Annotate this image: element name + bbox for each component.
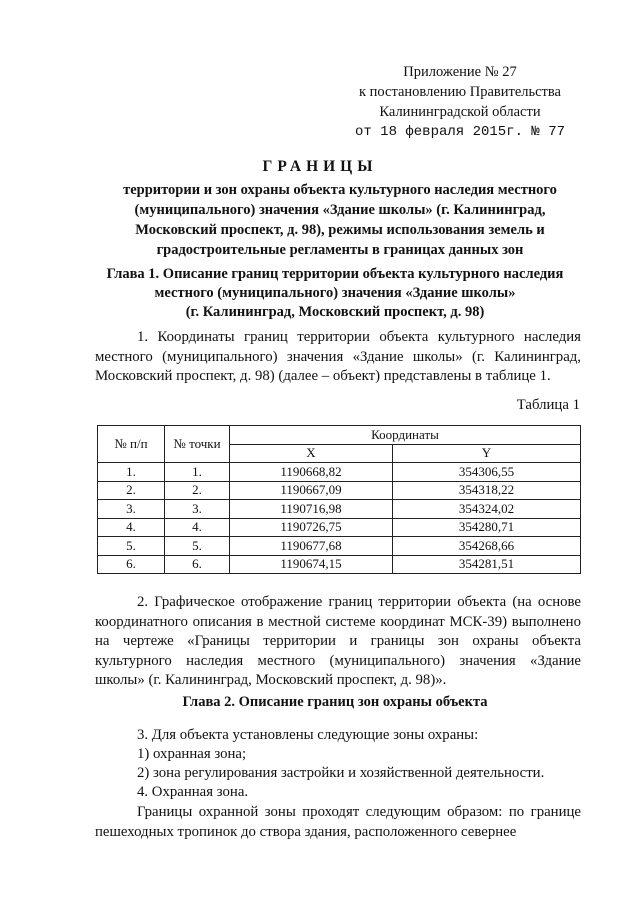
chapter-2-heading: Глава 2. Описание границ зон охраны объекта bbox=[182, 694, 488, 710]
cell-point: 4. bbox=[165, 518, 230, 537]
table-row bbox=[98, 481, 581, 500]
zone-2: 2) зона регулирования застройки и хозяйственной деятельности. bbox=[137, 765, 545, 781]
cell-num: 1. bbox=[98, 463, 165, 482]
appendix-region: Калининградской области bbox=[379, 104, 541, 120]
cell-x: 1190726,75 bbox=[230, 518, 393, 537]
cell-x: 1190677,68 bbox=[230, 537, 393, 556]
header-x: X bbox=[230, 444, 393, 463]
document-subtitle: территории и зон охраны объекта культурного наследия местного (муниципального) значения «Здание школы» (г. Калининград, Московский проспект, д. 98), режимы использования земель и градостроительные регламенты в границах данных зон bbox=[123, 182, 557, 258]
cell-point: 3. bbox=[165, 500, 230, 519]
cell-y: 354268,66 bbox=[393, 537, 581, 556]
chapter-1-line-3: (г. Калининград, Московский проспект, д. 98) bbox=[185, 304, 485, 320]
document-title: ГРАНИЦЫ bbox=[262, 158, 378, 175]
table-row bbox=[98, 518, 581, 537]
cell-num: 3. bbox=[98, 500, 165, 519]
table-caption: Таблица 1 bbox=[516, 397, 580, 413]
cell-x: 1190716,98 bbox=[230, 500, 393, 519]
paragraph-1: 1. Координаты границ территории объекта культурного наследия местного (муниципального) значения «Здание школы» (г. Калининград, Московский проспект, д. 98) (далее – объект) представлены в таблице 1. bbox=[95, 329, 581, 384]
chapter-1-heading bbox=[90, 265, 580, 322]
zone-1: 1) охранная зона; bbox=[137, 746, 247, 762]
cell-y: 354306,55 bbox=[393, 463, 581, 482]
header-y: Y bbox=[393, 444, 581, 463]
cell-point: 1. bbox=[165, 463, 230, 482]
cell-y: 354324,02 bbox=[393, 500, 581, 519]
coordinates-table bbox=[97, 425, 581, 574]
cell-point: 2. bbox=[165, 481, 230, 500]
table-row bbox=[98, 463, 581, 482]
cell-x: 1190668,82 bbox=[230, 463, 393, 482]
cell-num: 6. bbox=[98, 555, 165, 574]
cell-y: 354280,71 bbox=[393, 518, 581, 537]
chapter-1-line-1: Глава 1. Описание границ территории объекта культурного наследия bbox=[106, 266, 564, 282]
cell-y: 354318,22 bbox=[393, 481, 581, 500]
cell-num: 5. bbox=[98, 537, 165, 556]
item-3: 3. Для объекта установлены следующие зоны охраны: bbox=[137, 727, 479, 743]
paragraph-2: 2. Графическое отображение границ территории объекта (на основе координатного описания в местной системе координат МСК-39) выполнено на чертеже «Границы территории и границы зон охраны объекта культурного наследия местного (муниципального) значения «Здание школы» (г. Калининград, Московский проспект, д. 98)». bbox=[95, 594, 581, 688]
appendix-number: Приложение № 27 bbox=[403, 64, 517, 80]
appendix-header bbox=[340, 62, 580, 142]
cell-num: 2. bbox=[98, 481, 165, 500]
chapter-1-line-2: местного (муниципального) значения «Здание школы» bbox=[154, 285, 516, 301]
table-row bbox=[98, 537, 581, 556]
item-4: 4. Охранная зона. bbox=[137, 784, 249, 800]
cell-x: 1190667,09 bbox=[230, 481, 393, 500]
table-row bbox=[98, 555, 581, 574]
cell-point: 5. bbox=[165, 537, 230, 556]
cell-x: 1190674,15 bbox=[230, 555, 393, 574]
cell-point: 6. bbox=[165, 555, 230, 574]
header-coords: Координаты bbox=[230, 426, 581, 445]
header-num: № п/п bbox=[98, 426, 165, 463]
appendix-date: от 18 февраля 2015г. № 77 bbox=[354, 124, 566, 140]
header-point: № точки bbox=[165, 426, 230, 463]
appendix-resolution: к постановлению Правительства bbox=[359, 84, 561, 100]
table-row bbox=[98, 500, 581, 519]
cell-num: 4. bbox=[98, 518, 165, 537]
cell-y: 354281,51 bbox=[393, 555, 581, 574]
paragraph-5: Границы охранной зоны проходят следующим образом: по границе пешеходных тропинок до створа здания, расположенного севернее bbox=[95, 804, 581, 840]
